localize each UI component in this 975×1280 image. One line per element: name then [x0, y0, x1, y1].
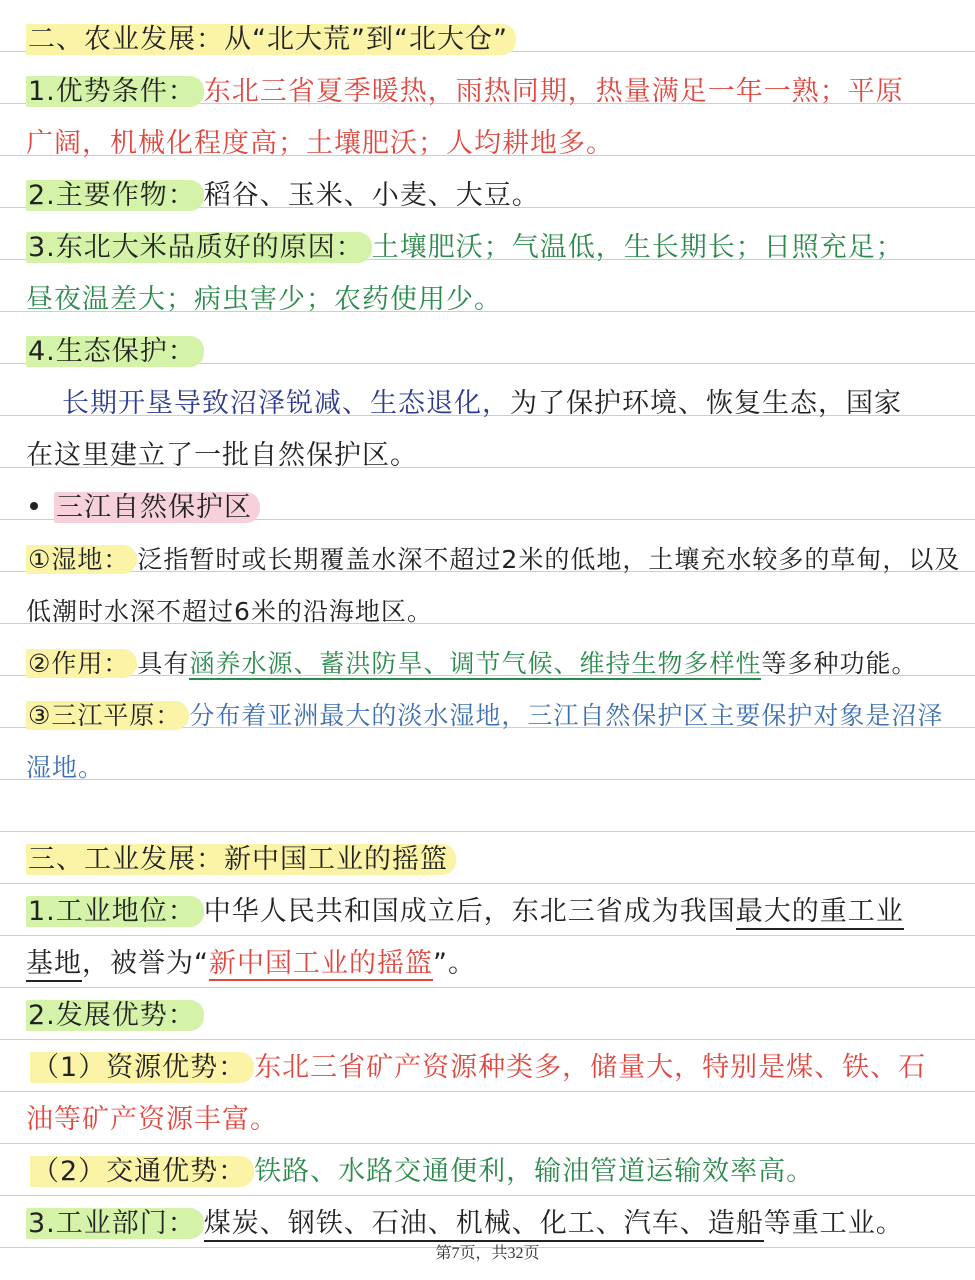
advantage-conditions-label: 1.优势条件：: [26, 76, 204, 107]
wetland-def-cont: [26, 592, 956, 632]
rice-quality-text: 土壤肥沃；气温低，生长期长；日照充足；: [371, 232, 904, 263]
industry-status-label: 1.工业地位：: [26, 896, 204, 927]
industry-cradle-text: 新中国工业的摇篮: [209, 948, 433, 979]
transport-advantage-text: 铁路、水路交通便利，输油管道运输效率高。: [254, 1156, 815, 1187]
sanjiang-plain-line: [26, 696, 956, 736]
wetland-function-line: [26, 644, 956, 684]
sanjiang-plain-label: ③三江平原：: [26, 701, 189, 730]
main-crops-label: 2.主要作物：: [26, 180, 204, 211]
transport-advantage-line: [26, 1152, 960, 1192]
resource-advantage-line: [26, 1048, 960, 1088]
eco-protection-label: 4.生态保护：: [26, 336, 204, 367]
sanjiang-plain-cont: [26, 748, 956, 788]
resource-advantage-cont-text: 油等矿产资源丰富。: [26, 1104, 278, 1135]
industry-sectors-label: 3.工业部门：: [26, 1208, 204, 1239]
advantage-conditions-cont-text: 广阔，机械化程度高；土壤肥沃；人均耕地多。: [26, 128, 614, 159]
resource-advantage-label: （1）资源优势：: [30, 1052, 254, 1083]
page-number-footer: 第7页，共32页: [435, 1245, 540, 1262]
advantage-conditions-cont: [26, 124, 956, 164]
advantage-conditions-text: 东北三省夏季暖热，雨热同期，热量满足一年一熟；平原: [203, 76, 904, 107]
sanjiang-plain-cont-text: 湿地。: [26, 753, 105, 782]
industry-status-cont-underlined: 基地: [26, 948, 82, 982]
eco-paragraph-text1b: 为了保护环境、恢复生态，国家: [510, 388, 902, 419]
wetland-function-underlined: 涵养水源、蓄洪防旱、调节气候、维持生物多样性: [189, 649, 762, 678]
industry-status-pre: 中华人民共和国成立后，东北三省成为我国: [203, 896, 736, 927]
section3-heading: [26, 840, 956, 880]
bullet-dot-icon: [30, 502, 38, 510]
section3-heading-text: 三、工业发展：新中国工业的摇篮: [26, 844, 456, 875]
dev-advantage-line: [26, 996, 956, 1036]
eco-paragraph-text2: 在这里建立了一批自然保护区。: [26, 440, 418, 471]
eco-paragraph-line1: [26, 384, 975, 424]
dev-advantage-label: 2.发展优势：: [26, 1000, 204, 1031]
industry-sectors-underlined: 煤炭、钢铁、石油、机械、化工、汽车、造船: [204, 1208, 764, 1242]
main-crops-line: [26, 176, 956, 216]
transport-advantage-label: （2）交通优势：: [30, 1156, 254, 1187]
wetland-def-cont-text: 低潮时水深不超过6米的沿海地区。: [26, 597, 433, 626]
section2-heading-text: 二、农业发展：从“北大荒”到“北大仓”: [26, 24, 516, 55]
wetland-function-post: 等多种功能。: [761, 649, 918, 678]
wetland-def-text: 泛指暂时或长期覆盖水深不超过2米的低地，土壤充水较多的草甸，以及: [137, 545, 961, 574]
section2-heading: [26, 20, 956, 60]
sanjiang-bullet-line: [26, 488, 956, 528]
main-crops-text: 稻谷、玉米、小麦、大豆。: [203, 180, 540, 211]
industry-sectors-line: [26, 1204, 956, 1244]
industry-status-cont-mid: ，被誉为“: [82, 948, 209, 979]
rice-quality-cont-text: 昼夜温差大；病虫害少；农药使用少。: [26, 284, 502, 315]
wetland-function-label: ②作用：: [26, 649, 137, 678]
resource-advantage-cont: [26, 1100, 956, 1140]
wetland-function-pre: 具有: [137, 649, 190, 678]
rice-quality-line: [26, 228, 956, 268]
sanjiang-bullet-label: 三江自然保护区: [54, 492, 260, 523]
rice-quality-label: 3.东北大米品质好的原因：: [26, 232, 372, 263]
wetland-def-line: [26, 540, 961, 580]
eco-protection-line: [26, 332, 956, 372]
industry-status-cont-end: ”。: [433, 948, 476, 979]
industry-status-cont: [26, 944, 956, 984]
industry-status-line: [26, 892, 956, 932]
advantage-conditions-line: [26, 72, 956, 112]
industry-status-underlined: 最大的重工业: [736, 896, 904, 930]
industry-sectors-post: 等重工业。: [763, 1208, 904, 1239]
eco-paragraph-text1: 长期开垦导致沼泽锐减、生态退化，: [62, 388, 510, 419]
wetland-def-label: ①湿地：: [26, 545, 137, 574]
resource-advantage-text: 东北三省矿产资源种类多，储量大，特别是煤、铁、石: [254, 1052, 927, 1083]
eco-paragraph-line2: [26, 436, 956, 476]
rice-quality-cont: [26, 280, 956, 320]
sanjiang-plain-text: 分布着亚洲最大的淡水湿地，三江自然保护区主要保护对象是沼泽: [189, 701, 944, 730]
